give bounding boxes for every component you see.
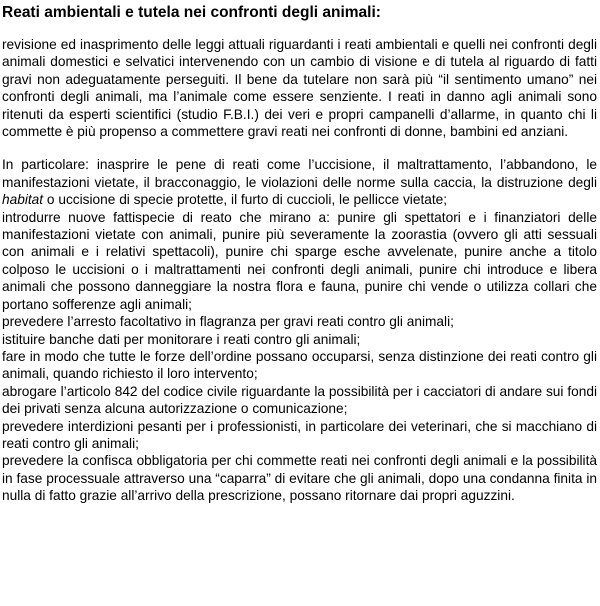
paragraph-confisca: prevedere la confisca obbligatoria per chi commette reati nei confronti degli animali e la possibilità in fase processuale attraverso una “caparra” di evitare che gli animali, dopo una condanna finita in nulla di fatto grazie all’arrivo della prescrizione, possano ritornare dai propri aguzzini.	[2, 453, 597, 504]
paragraph-articolo-842: abrogare l’articolo 842 del codice civile riguardante la possibilità per i cacciatori di andare sui fondi dei privati senza alcuna autorizzazione o comunicazione;	[2, 383, 597, 417]
paragraph-banche-dati: istituire banche dati per monitorare i reati contro gli animali;	[2, 331, 361, 347]
intro-paragraph: revisione ed inasprimento delle leggi attuali riguardanti i reati ambientali e quelli nei confronti degli animali domestici e selvatici intervenendo con un cambio di visione e di tutela al riguardo di fatti gravi non adeguatamente perseguiti. Il bene da tutelare non sarà più “il sentimento umano” nei confronti degli animali, ma l’animale come essere senziente. I reati in danno agli animali sono ritenuti da esperti scientifici (studio F.B.I.) dei veri e propri campanelli d’allarme, in quanto chi li commette è più propenso a commettere gravi reati nei confronti di donne, bambini ed anziani.	[2, 37, 597, 140]
paragraph-fattispecie: introdurre nuove fattispecie di reato che mirano a: punire gli spettatori e i finanziatori delle manifestazioni vietate con animali, punire più severamente la zoorastia (ovvero gli atti sessuali con animali e i relativi spettacoli), punire chi sparge esche avvelenate, punire anche a titolo colposo le uccisioni o i maltrattamenti nei confronti degli animali, punire chi introduce e libera animali che possono danneggiare la nostra flora e fauna, punire chi vende o utilizza collari che portano sofferenze agli animali;	[2, 209, 597, 312]
paragraph-pene-text-start: In particolare: inasprire le pene di reati come l’uccisione, il maltrattamento, l’abbandono, le manifestazioni vietate, il bracconaggio, le violazioni delle norme sulla caccia, la distruzione degli	[2, 157, 597, 190]
paragraph-pene-italic: habitat	[2, 192, 44, 208]
paragraph-forze-ordine: fare in modo che tutte le forze dell’ordine possano occuparsi, senza distinzione dei reati contro gli animali, quando richiesto il loro intervento;	[2, 348, 597, 382]
paragraph-pene-text-end: o uccisione di specie protette, il furto di cuccioli, le pellicce vietate;	[43, 192, 448, 208]
paragraph-interdizioni: prevedere interdizioni pesanti per i professionisti, in particolare dei veterinari, che si macchiano di reati contro gli animali;	[2, 418, 597, 451]
paragraph-arresto: prevedere l’arresto facoltativo in flagranza per gravi reati contro gli animali;	[2, 314, 454, 330]
section-heading: Reati ambientali e tutela nei confronti degli animali:	[2, 4, 381, 21]
paragraph-pene	[2, 156, 597, 208]
